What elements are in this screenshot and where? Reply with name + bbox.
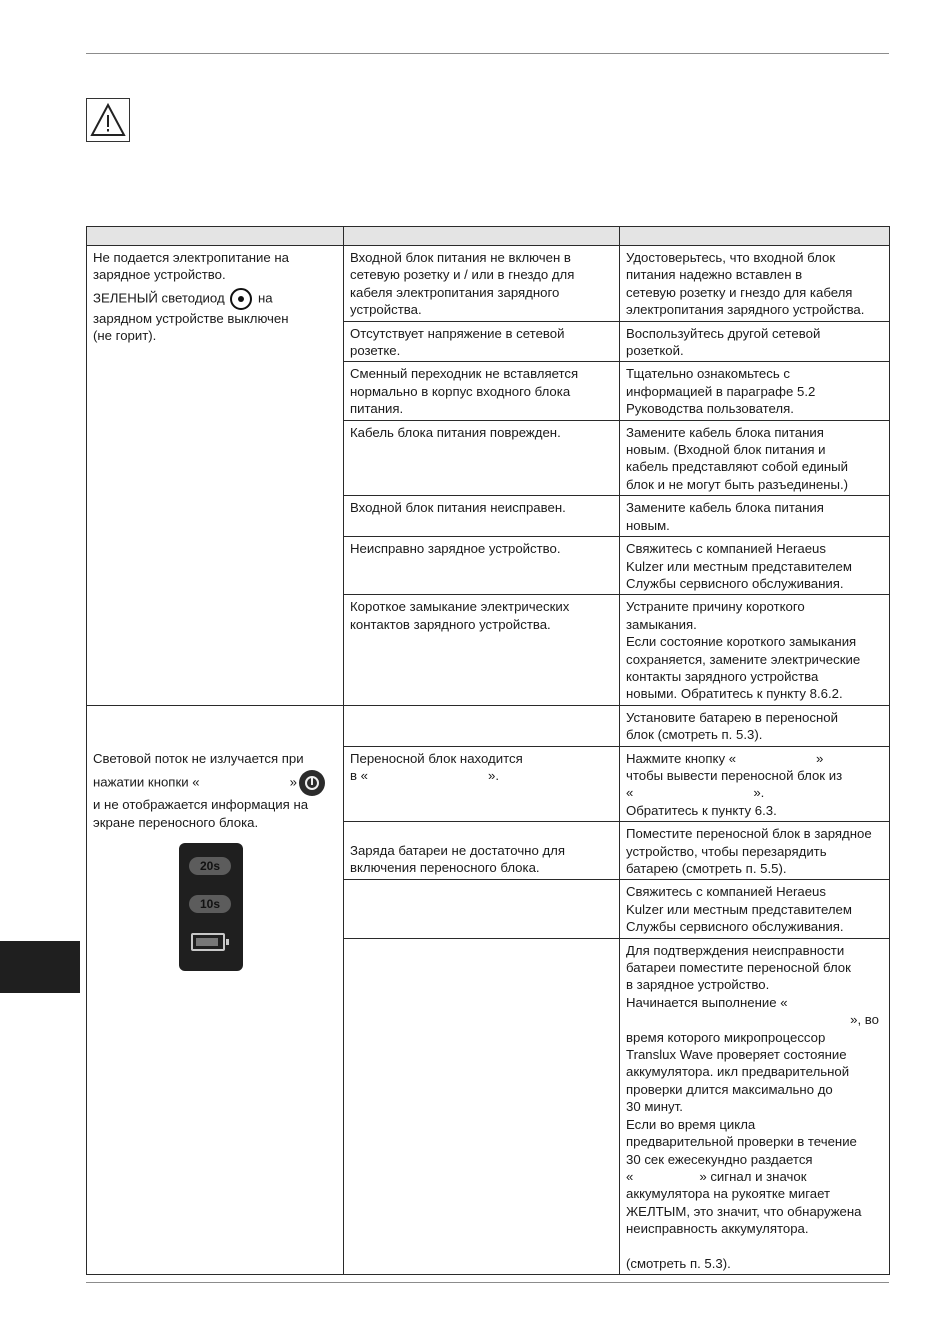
timer-10s-label: 10s (189, 895, 231, 913)
table-header-row (87, 227, 890, 246)
cause-cell (344, 938, 620, 1274)
table-row (87, 246, 890, 322)
solution-cell: Поместите переносной блок в зарядное устройство, чтобы перезарядить батарею (смотреть п. 5.5). (620, 822, 890, 880)
side-tab-marker (0, 941, 80, 993)
cause-cell: Сменный переходник не вставляется нормально в корпус входного блока питания. (344, 362, 620, 420)
text-line: (не горит). (93, 328, 157, 344)
cause-cell: Заряда батареи не достаточно для включения переносного блока. (344, 822, 620, 880)
table-row (87, 705, 890, 746)
solution-cell: Удостоверьтесь, что входной блок питания надежно вставлен в сетевую розетку и гнездо для кабеля электропитания зарядного устройства. (620, 246, 890, 322)
bottom-rule (86, 1282, 889, 1283)
warning-triangle-icon (87, 99, 129, 141)
cause-cell: Переносной блок находится в « ». (344, 746, 620, 822)
solution-cell: Для подтверждения неисправности батареи поместите переносной блок в зарядное устройство. Начинается выполнение « », во время которого микропроцессор Translux Wave проверяет состояние аккумулятора. икл предварительной проверки длится максимально до 30 минут. Если во время цикла предварительной проверки в течение 30 сек ежесекундно раздается « » сигнал и значок аккумулятора на рукоятке мигает ЖЕЛТЫМ, это значит, что обнаружена неисправность аккумулятора. (смотреть п. 5.3). (620, 938, 890, 1274)
problem-cell-no-light (87, 705, 344, 1274)
solution-cell: Замените кабель блока питания новым. (620, 496, 890, 537)
text-line: нажатии кнопки « » (93, 770, 337, 796)
solution-cell: Свяжитесь с компанией Heraeus Kulzer или местным представителем Службы сервисного обслуживания. (620, 880, 890, 938)
problem-cell-power (87, 246, 344, 706)
warning-box (86, 98, 130, 142)
header-solution (620, 227, 890, 246)
power-button-icon (299, 770, 325, 796)
header-problem (87, 227, 344, 246)
handset-display (179, 843, 243, 971)
solution-cell: Установите батарею в переносной блок (смотреть п. 5.3). (620, 705, 890, 746)
text-line: зарядном устройстве выключен (93, 310, 289, 326)
solution-cell: Свяжитесь с компанией Heraeus Kulzer или местным представителем Службы сервисного обслуживания. (620, 537, 890, 595)
solution-cell: Устраните причину короткого замыкания. Если состояние короткого замыкания сохраняется, замените электрические контакты зарядного устройства новыми. Обратитесь к пункту 8.6.2. (620, 595, 890, 705)
text-line: зарядное устройство. (93, 267, 226, 283)
cause-cell: Короткое замыкание электрических контактов зарядного устройства. (344, 595, 620, 705)
cause-cell: Кабель блока питания поврежден. (344, 420, 620, 496)
cause-cell: Неисправно зарядное устройство. (344, 537, 620, 595)
troubleshooting-table (86, 226, 890, 1275)
battery-icon (191, 933, 225, 951)
led-indicator-icon (230, 288, 252, 310)
timer-20s-label: 20s (189, 857, 231, 875)
solution-cell: Нажмите кнопку « » чтобы вывести переносной блок из « ». Обратитесь к пункту 6.3. (620, 746, 890, 822)
top-rule (86, 53, 889, 54)
cause-cell (344, 705, 620, 746)
text-line: ЗЕЛЕНЫЙ светодиод на (93, 288, 337, 310)
text-line: Не подается электропитание на (93, 250, 290, 265)
cause-cell: Отсутствует напряжение в сетевой розетке. (344, 321, 620, 362)
cause-cell: Входной блок питания не включен в сетевую розетку и / или в гнездо для кабеля электропитания зарядного устройства. (344, 246, 620, 322)
solution-cell: Замените кабель блока питания новым. (Входной блок питания и кабель представляют собой единый блок и не могут быть разъединены.) (620, 420, 890, 496)
text-line: Световой поток не излучается при (93, 750, 304, 766)
cause-cell (344, 880, 620, 938)
header-cause (344, 227, 620, 246)
text-line: и не отображается информация на (93, 797, 309, 813)
solution-cell: Воспользуйтесь другой сетевой розеткой. (620, 321, 890, 362)
cause-cell: Входной блок питания неисправен. (344, 496, 620, 537)
solution-cell: Тщательно ознакомьтесь с информацией в параграфе 5.2 Руководства пользователя. (620, 362, 890, 420)
text-line: экране переносного блока. (93, 814, 259, 830)
